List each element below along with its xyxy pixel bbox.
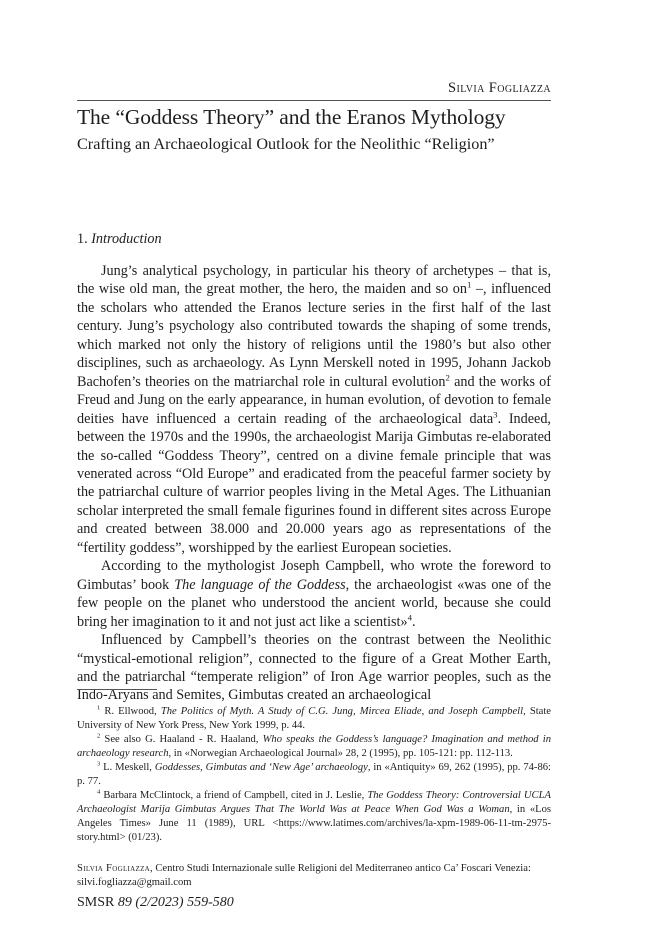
text-run: . Indeed, between the 1970s and the 1990s, the archaeologist Marija Gimbutas re-elaborated the so-called “Goddess Theory”, centred on a divine female principle that was venerated across “Old Europe” and eradicated from the peaceful farmer society by the patriarchal culture of warrior peoples living in the Metal Ages. The Lithuanian scholar interpreted the small female figurines found in different sites across Europe and created between 38.000 and 20.000 years ago as representations of the “fertility goddess”, worshipped by the earliest European societies. [77, 410, 551, 556]
text-run: –, influenced the scholars who attended the Eranos lecture series in the first half of the last century. Jung’s psychology also contributed towards the shaping of some trends, which marked not only the history of religions until the 1980’s but also other disciplines, such as archaeology. As Lynn Merskell noted in 1995, Johann Jackob Bachofen’s theories on the matriarchal role in cultural evolution [77, 281, 551, 390]
footnote-ref: 2 [445, 371, 450, 382]
journal-pages: 559-580 [187, 895, 234, 910]
journal-name: SMSR [77, 895, 115, 910]
cited-title: The Goddess Theory: Controversial UCLA Archaeologist Marija Gimbutas Argues That The World Was at Peace When God Was a Woman [77, 790, 551, 815]
footnote-number: 3 [97, 760, 101, 768]
text-run: R. Ellwood, [100, 706, 161, 717]
text-run: Jung’s analytical psychology, in particular his theory of archetypes – that is, the wise old man, the great mother, the hero, the maiden and so on [77, 263, 551, 298]
text-run: , in «Los Angeles Times» June 11 (1989), URL <https://www.latimes.com/archives/la-xpm-1989-06-11-tm-2975-story.html> (01/23). [77, 804, 552, 843]
text-run: , in «Norwegian Archaeological Journal» 28, 2 (1995), pp. 105-121: pp. 112-113. [168, 748, 513, 759]
paragraph: Influenced by Campbell’s theories on the contrast between the Neolithic “mystical-emotional religion”, connected to the figure of a Great Mother Earth, and the patriarchal “temperate religion” of Iron Age warrior peoples, such as the Indo-Aryans and Semites, Gimbutas created an archaeological [77, 632, 551, 704]
section-title: Introduction [91, 231, 162, 247]
text-run: . [412, 613, 416, 630]
footnote [77, 733, 551, 761]
text-run: , the archaeologist «was one of the few people on the planet who understood the ancient world, because she could bring her imagination to it and not just act like a scientist» [77, 576, 552, 630]
text-run: and the works of Freud and Jung on the early appearance, in human evolution, of devotion to female deities have influenced a certain reading of the archaeological data [77, 373, 551, 427]
paragraph [77, 557, 551, 631]
article-title: The “Goddess Theory” and the Eranos Mythology [77, 105, 506, 129]
journal-citation [77, 894, 234, 912]
footnote-ref: 1 [466, 279, 472, 290]
author-affiliation [77, 862, 551, 890]
running-header-author: Silvia Fogliazza [448, 80, 551, 96]
article-subtitle: Crafting an Archaeological Outlook for the Neolithic “Religion” [77, 135, 495, 153]
footnote-rule [77, 689, 157, 690]
footnote-ref: 4 [407, 611, 412, 622]
text-run: See also G. Haaland - R. Haaland, [100, 734, 263, 745]
affiliation-name: Silvia Fogliazza [77, 863, 151, 874]
cited-title: The Politics of Myth. A Study of C.G. Jung, Mircea Eliade, and Joseph Campbell [160, 706, 524, 717]
footnote [77, 789, 551, 845]
header-rule [77, 100, 551, 101]
section-number: 1. [77, 231, 88, 247]
body-text [77, 262, 551, 705]
text-run: According to the mythologist Joseph Campbell, who wrote the foreword to Gimbutas’ book [77, 558, 551, 593]
text-run: , State University of New York Press, New York 1999, p. 44. [77, 706, 552, 731]
book-title: The language of the Goddess [174, 576, 346, 593]
footnotes [77, 705, 551, 845]
text-run: L. Meskell, [100, 762, 155, 773]
footnote [77, 705, 551, 733]
footnote [77, 761, 551, 789]
text-run: , in «Antiquity» 69, 262 (1995), pp. 74-86: p. 77. [77, 762, 551, 787]
paragraph [77, 262, 551, 557]
cited-title: Goddesses, Gimbutas and ‘New Age’ archaeology [154, 762, 368, 773]
cited-title: Who speaks the Goddess’s language? Imagination and method in archaeology research [77, 734, 551, 759]
affiliation-text: , Centro Studi Internazionale sulle Religioni del Mediterraneo antico Ca’ Foscari Venezia: silvi.fogliazza@gmail.com [77, 863, 531, 888]
footnote-number: 4 [97, 788, 101, 796]
footnote-number: 1 [97, 704, 101, 712]
text-run: Barbara McClintock, a friend of Campbell, cited in J. Leslie, [100, 790, 368, 801]
section-heading [77, 229, 162, 249]
footnote-number: 2 [97, 732, 101, 740]
footnote-ref: 3 [493, 408, 498, 419]
journal-issue: 89 (2/2023) [117, 895, 184, 910]
